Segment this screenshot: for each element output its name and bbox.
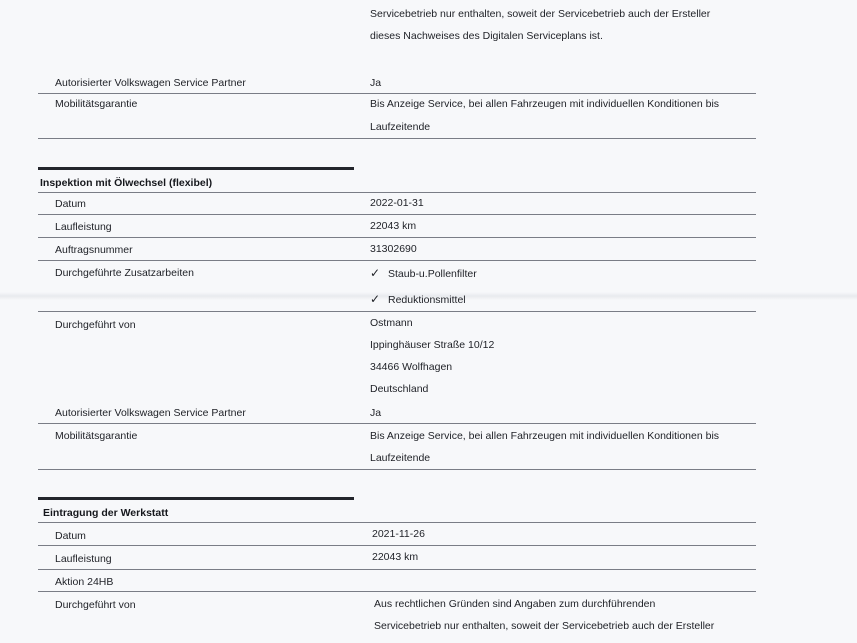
divider (38, 237, 756, 238)
top-mobility-label: Mobilitätsgarantie (55, 98, 138, 110)
top-mobility-line-2: Laufzeitende (370, 121, 431, 133)
inspection-title: Inspektion mit Ölwechsel (flexibel) (40, 177, 213, 189)
address-line-city: 34466 Wolfhagen (370, 361, 453, 373)
inspection-date-value: 2022-01-31 (370, 197, 424, 209)
top-partner-label: Autorisierter Volkswagen Service Partner (55, 77, 246, 89)
section-heading-bar (38, 497, 354, 500)
inspection-mobility-line-1: Bis Anzeige Service, bei allen Fahrzeugen mit individuellen Konditionen bis (370, 430, 720, 442)
checkmark-icon: ✓ (370, 292, 381, 306)
section-heading-bar (38, 167, 354, 170)
inspection-order-label: Auftragsnummer (55, 244, 133, 256)
workshop-title: Eintragung der Werkstatt (43, 507, 169, 519)
divider (38, 569, 756, 570)
inspection-order-value: 31302690 (370, 243, 417, 255)
divider (38, 522, 756, 523)
workshop-action-label: Aktion 24HB (55, 576, 114, 588)
inspection-extra-item (370, 266, 477, 281)
divider (38, 192, 756, 193)
divider (38, 545, 756, 546)
divider (38, 214, 756, 215)
workshop-date-value: 2021-11-26 (372, 528, 425, 540)
inspection-date-label: Datum (55, 198, 86, 210)
divider (38, 311, 756, 312)
workshop-mileage-value: 22043 km (372, 551, 419, 563)
divider (38, 93, 756, 94)
inspection-mileage-label: Laufleistung (55, 221, 112, 233)
inspection-partner-value: Ja (370, 407, 382, 419)
workshop-date-label: Datum (55, 530, 86, 542)
inspection-mobility-line-2: Laufzeitende (370, 452, 431, 464)
inspection-partner-label: Autorisierter Volkswagen Service Partner (55, 407, 246, 419)
address-line-country: Deutschland (370, 383, 429, 395)
inspection-extra-item-text: Staub-u.Pollenfilter (388, 268, 477, 280)
divider (38, 138, 756, 139)
top-mobility-line-1: Bis Anzeige Service, bei allen Fahrzeugen mit individuellen Konditionen bis (370, 98, 720, 110)
inspection-extra-item (370, 292, 466, 307)
inspection-extra-label: Durchgeführte Zusatzarbeiten (55, 267, 194, 279)
checkmark-icon: ✓ (370, 266, 381, 280)
workshop-performed-line-1: Aus rechtlichen Gründen sind Angaben zum durchführenden (374, 598, 656, 610)
address-line-name: Ostmann (370, 317, 413, 329)
inspection-mileage-value: 22043 km (370, 220, 417, 232)
divider (38, 591, 756, 592)
divider (38, 260, 756, 261)
workshop-performed-line-2: Servicebetrieb nur enthalten, soweit der Servicebetrieb auch der Ersteller (374, 620, 715, 632)
divider (38, 423, 756, 424)
divider (38, 469, 756, 470)
workshop-mileage-label: Laufleistung (55, 553, 112, 565)
top-partner-value: Ja (370, 77, 382, 89)
address-line-street: Ippinghäuser Straße 10/12 (370, 339, 495, 351)
workshop-performed-label: Durchgeführt von (55, 599, 136, 611)
top-continuation-line-1: Servicebetrieb nur enthalten, soweit der Servicebetrieb auch der Ersteller (370, 8, 711, 20)
inspection-mobility-label: Mobilitätsgarantie (55, 430, 138, 442)
inspection-performed-label: Durchgeführt von (55, 319, 136, 331)
inspection-extra-item-text: Reduktionsmittel (388, 294, 466, 306)
top-continuation-line-2: dieses Nachweises des Digitalen Serviceplans ist. (370, 30, 603, 42)
